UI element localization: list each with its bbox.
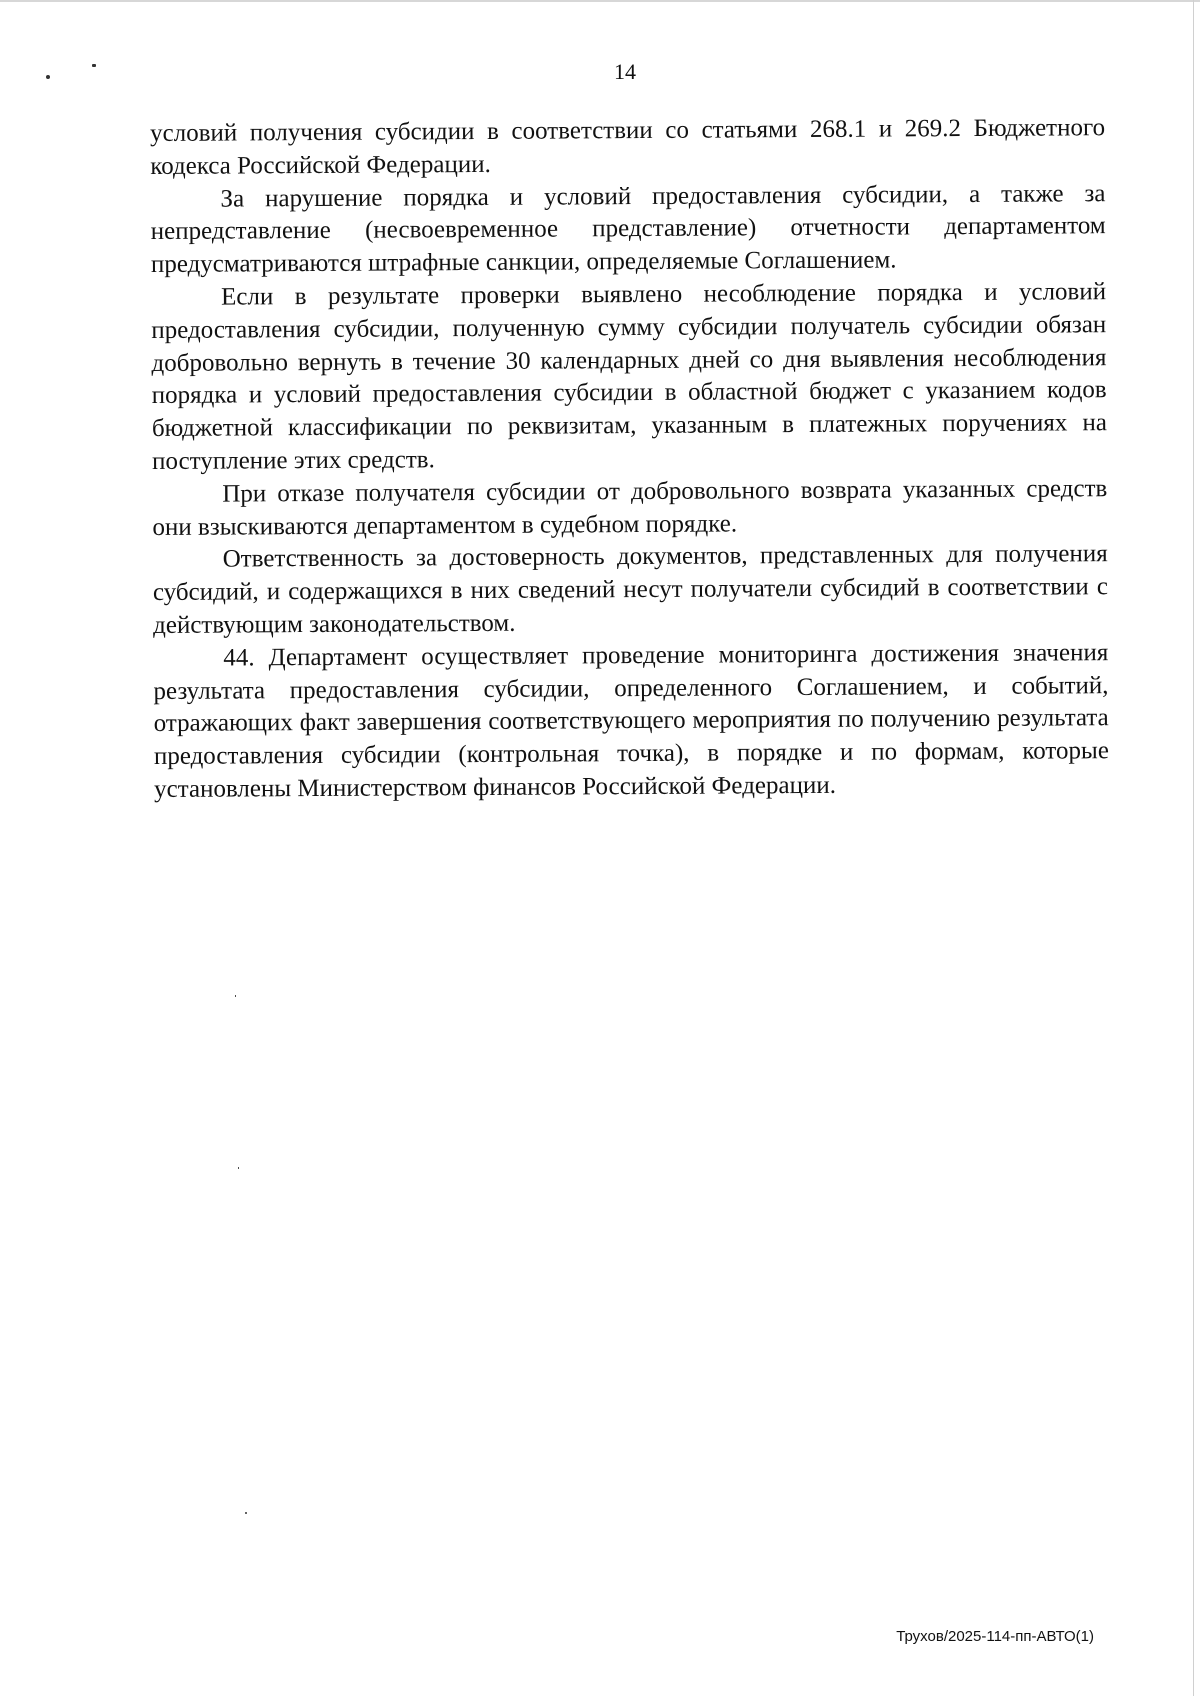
paragraph-item-44-monitoring: 44. Департамент осуществляет проведение мониторинга достижения значения результата предоставления субсидии, определенного Соглашением, и событий, отражающих факт завершения соответствующего мероприятия по получению результата предоставления субсидии (контрольная точка), в порядке и по формам, которые установлены Министерством финансов Российской Федерации. [153,638,1109,803]
scan-speck [245,1512,247,1514]
footer-document-code: Трухов/2025-114-пп-АВТО(1) [896,1628,1094,1645]
paragraph-court-recovery: При отказе получателя субсидии от добровольного возврата указанных средств они взыскиваются департаментом в судебном порядке. [152,474,1108,541]
scan-edge-top [0,0,1200,2]
page-number: 14 [614,59,636,84]
scan-speck [235,995,236,997]
scan-edge-right [1193,0,1194,1696]
paragraph-penalties: За нарушение порядка и условий предоставления субсидии, а также за непредставление (несвоевременное представление) отчетности департаментом предусматриваются штрафные санкции, определяемые Соглашением. [150,179,1106,279]
paragraph-continuation: условий получения субсидии в соответствии со статьями 268.1 и 269.2 Бюджетного кодекса Российской Федерации. [150,114,1106,180]
paragraph-refund-obligation: Если в результате проверки выявлено несоблюдение порядка и условий предоставления субсидии, полученную сумму субсидии получатель субсидии обязан добровольно вернуть в течение 30 календарных дней со дня выявления несоблюдения порядка и условий предоставления субсидии в областной бюджет с указанием кодов бюджетной классификации по реквизитам, указанным в платежных поручениях на поступление этих средств. [151,278,1107,475]
paragraph-responsibility: Ответственность за достоверность документов, представленных для получения субсидий, и содержащихся в них сведений несут получатели субсидий в соответствии с действующим законодательством. [152,540,1108,639]
document-body [150,112,1109,807]
scan-speck [238,1167,239,1169]
